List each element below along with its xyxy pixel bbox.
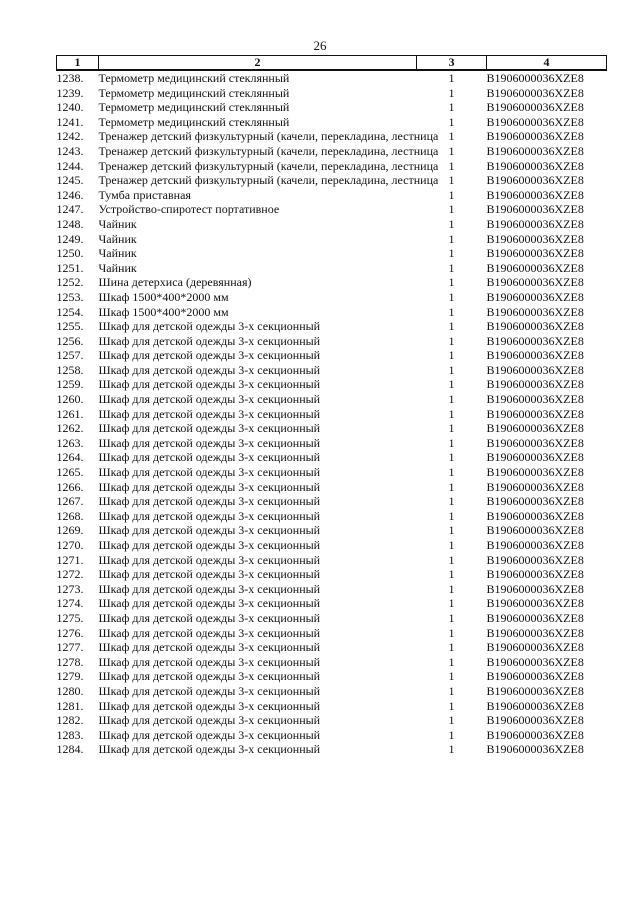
row-item-name: Шкаф для детской одежды 3-х секционный [98, 713, 321, 728]
table-row [57, 246, 607, 261]
table-row [57, 100, 607, 115]
row-item-name: Шкаф для детской одежды 3-х секционный [98, 654, 321, 669]
row-number: 1247. [56, 202, 84, 217]
row-quantity: 1 [448, 567, 455, 582]
table-row [57, 159, 607, 174]
table-row [57, 611, 607, 626]
row-quantity: 1 [448, 100, 455, 115]
row-item-name: Тренажер детский физкультурный (качели, перекладина, лестница [98, 158, 439, 173]
row-inventory-code: В1906000036XZE8 [486, 713, 584, 728]
row-inventory-code: В1906000036XZE8 [486, 654, 584, 669]
row-inventory-code: В1906000036XZE8 [486, 406, 584, 421]
table-row [57, 86, 607, 101]
row-item-name: Термометр медицинский стеклянный [98, 85, 290, 100]
table-row [57, 640, 607, 655]
table-row [57, 290, 607, 305]
table-row [57, 728, 607, 743]
table-row [57, 275, 607, 290]
row-number: 1254. [56, 304, 84, 319]
table-row [57, 421, 607, 436]
row-quantity: 1 [448, 494, 455, 509]
row-number: 1261. [56, 406, 84, 421]
table-body [57, 70, 607, 757]
table-row [57, 494, 607, 509]
row-number: 1282. [56, 713, 84, 728]
row-quantity: 1 [448, 275, 455, 290]
row-number: 1275. [56, 610, 84, 625]
row-item-name: Тренажер детский физкультурный (качели, перекладина, лестница [98, 143, 439, 158]
row-inventory-code: В1906000036XZE8 [486, 158, 584, 173]
row-inventory-code: В1906000036XZE8 [486, 392, 584, 407]
row-quantity: 1 [448, 596, 455, 611]
row-quantity: 1 [448, 465, 455, 480]
row-inventory-code: В1906000036XZE8 [486, 231, 584, 246]
header-row [57, 56, 607, 71]
row-item-name: Шкаф для детской одежды 3-х секционный [98, 625, 321, 640]
row-quantity: 1 [448, 421, 455, 436]
row-item-name: Шкаф для детской одежды 3-х секционный [98, 640, 321, 655]
table-row [57, 217, 607, 232]
row-quantity: 1 [448, 246, 455, 261]
row-number: 1242. [56, 129, 84, 144]
row-number: 1256. [56, 333, 84, 348]
row-quantity: 1 [448, 216, 455, 231]
row-inventory-code: В1906000036XZE8 [486, 683, 584, 698]
row-inventory-code: В1906000036XZE8 [486, 289, 584, 304]
table-row [57, 742, 607, 757]
row-inventory-code: В1906000036XZE8 [486, 669, 584, 684]
table-row [57, 553, 607, 568]
row-quantity: 1 [448, 319, 455, 334]
row-number: 1279. [56, 669, 84, 684]
row-inventory-code: В1906000036XZE8 [486, 100, 584, 115]
row-number: 1272. [56, 567, 84, 582]
row-item-name: Чайник [98, 260, 137, 275]
row-inventory-code: В1906000036XZE8 [486, 260, 584, 275]
row-number: 1251. [56, 260, 84, 275]
row-inventory-code: В1906000036XZE8 [486, 479, 584, 494]
row-number: 1283. [56, 727, 84, 742]
row-number: 1269. [56, 523, 84, 538]
row-number: 1238. [56, 71, 84, 85]
table-row [57, 392, 607, 407]
row-inventory-code: В1906000036XZE8 [486, 275, 584, 290]
row-inventory-code: В1906000036XZE8 [486, 333, 584, 348]
table-row [57, 173, 607, 188]
table-header [57, 56, 607, 71]
row-inventory-code: В1906000036XZE8 [486, 538, 584, 552]
row-quantity: 1 [448, 260, 455, 275]
row-item-name: Шкаф для детской одежды 3-х секционный [98, 610, 321, 625]
table-row [57, 596, 607, 611]
row-number: 1253. [56, 289, 84, 304]
table-row [57, 407, 607, 422]
row-inventory-code: В1906000036XZE8 [486, 494, 584, 509]
table-row [57, 538, 607, 553]
row-number: 1273. [56, 581, 84, 596]
row-quantity: 1 [448, 304, 455, 319]
row-item-name: Шкаф для детской одежды 3-х секционный [98, 567, 321, 582]
row-number: 1250. [56, 246, 84, 261]
row-quantity: 1 [448, 392, 455, 407]
row-quantity: 1 [448, 683, 455, 698]
table-row [57, 202, 607, 217]
row-number: 1252. [56, 275, 84, 290]
row-quantity: 1 [448, 231, 455, 246]
row-item-name: Шкаф для детской одежды 3-х секционный [98, 421, 321, 436]
inventory-table [56, 55, 607, 757]
row-quantity: 1 [448, 158, 455, 173]
row-inventory-code: В1906000036XZE8 [486, 362, 584, 377]
row-quantity: 1 [448, 114, 455, 129]
row-quantity: 1 [448, 581, 455, 596]
header-col-number: 1 [57, 56, 99, 71]
table-row [57, 626, 607, 641]
row-item-name: Термометр медицинский стеклянный [98, 114, 290, 129]
row-inventory-code: В1906000036XZE8 [486, 610, 584, 625]
row-item-name: Шкаф для детской одежды 3-х секционный [98, 319, 321, 334]
row-item-name: Шкаф для детской одежды 3-х секционный [98, 727, 321, 742]
row-quantity: 1 [448, 479, 455, 494]
row-number: 1249. [56, 231, 84, 246]
row-item-name: Шкаф для детской одежды 3-х секционный [98, 377, 321, 392]
table-row [57, 232, 607, 247]
row-number: 1240. [56, 100, 84, 115]
row-item-name: Тренажер детский физкультурный (качели, перекладина, лестница [98, 173, 439, 188]
row-item-name: Шкаф для детской одежды 3-х секционный [98, 683, 321, 698]
header-col-name: 2 [99, 56, 417, 71]
row-number: 1267. [56, 494, 84, 509]
table-row [57, 480, 607, 495]
row-number: 1255. [56, 319, 84, 334]
table-row [57, 377, 607, 392]
row-item-name: Термометр медицинский стеклянный [98, 100, 290, 115]
row-inventory-code: В1906000036XZE8 [486, 85, 584, 100]
row-number: 1266. [56, 479, 84, 494]
row-number: 1246. [56, 187, 84, 202]
row-inventory-code: В1906000036XZE8 [486, 71, 584, 85]
row-number: 1276. [56, 625, 84, 640]
table-row [57, 188, 607, 203]
row-item-name: Термометр медицинский стеклянный [98, 71, 290, 85]
table-row [57, 144, 607, 159]
row-inventory-code: В1906000036XZE8 [486, 742, 584, 757]
row-item-name: Шкаф для детской одежды 3-х секционный [98, 523, 321, 538]
row-number: 1280. [56, 683, 84, 698]
row-item-name: Шкаф для детской одежды 3-х секционный [98, 392, 321, 407]
row-number: 1260. [56, 392, 84, 407]
row-inventory-code: В1906000036XZE8 [486, 465, 584, 480]
row-item-name: Шкаф для детской одежды 3-х секционный [98, 435, 321, 450]
row-item-name: Шкаф для детской одежды 3-х секционный [98, 333, 321, 348]
row-number: 1277. [56, 640, 84, 655]
header-col-code: 4 [487, 56, 607, 71]
row-number: 1270. [56, 538, 84, 552]
row-quantity: 1 [448, 552, 455, 567]
table-row [57, 684, 607, 699]
row-quantity: 1 [448, 698, 455, 713]
row-quantity: 1 [448, 187, 455, 202]
page-number: 26 [313, 38, 327, 53]
row-inventory-code: В1906000036XZE8 [486, 552, 584, 567]
table-row [57, 450, 607, 465]
row-inventory-code: В1906000036XZE8 [486, 698, 584, 713]
row-number: 1281. [56, 698, 84, 713]
row-item-name: Устройство-спиротест портативное [98, 202, 280, 217]
row-item-name: Шкаф для детской одежды 3-х секционный [98, 596, 321, 611]
row-number: 1245. [56, 173, 84, 188]
table-row [57, 465, 607, 480]
table-row [57, 348, 607, 363]
row-item-name: Шкаф для детской одежды 3-х секционный [98, 552, 321, 567]
row-number: 1257. [56, 348, 84, 363]
row-quantity: 1 [448, 406, 455, 421]
row-inventory-code: В1906000036XZE8 [486, 567, 584, 582]
row-number: 1239. [56, 85, 84, 100]
table-row [57, 305, 607, 320]
row-number: 1259. [56, 377, 84, 392]
row-number: 1264. [56, 450, 84, 465]
row-quantity: 1 [448, 523, 455, 538]
table-row [57, 115, 607, 130]
row-item-name: Тренажер детский физкультурный (качели, перекладина, лестница [98, 129, 439, 144]
row-quantity: 1 [448, 654, 455, 669]
row-quantity: 1 [448, 640, 455, 655]
row-quantity: 1 [448, 377, 455, 392]
table-row [57, 582, 607, 597]
row-inventory-code: В1906000036XZE8 [486, 129, 584, 144]
table-row [57, 334, 607, 349]
row-quantity: 1 [448, 450, 455, 465]
row-quantity: 1 [448, 508, 455, 523]
table-row [57, 261, 607, 276]
row-number: 1241. [56, 114, 84, 129]
row-inventory-code: В1906000036XZE8 [486, 202, 584, 217]
row-item-name: Шкаф для детской одежды 3-х секционный [98, 538, 321, 552]
row-inventory-code: В1906000036XZE8 [486, 421, 584, 436]
row-inventory-code: В1906000036XZE8 [486, 216, 584, 231]
row-number: 1278. [56, 654, 84, 669]
row-quantity: 1 [448, 71, 455, 85]
row-inventory-code: В1906000036XZE8 [486, 173, 584, 188]
row-inventory-code: В1906000036XZE8 [486, 435, 584, 450]
row-item-name: Шкаф для детской одежды 3-х секционный [98, 479, 321, 494]
row-item-name: Чайник [98, 246, 137, 261]
row-inventory-code: В1906000036XZE8 [486, 640, 584, 655]
row-item-name: Чайник [98, 231, 137, 246]
row-number: 1265. [56, 465, 84, 480]
row-number: 1274. [56, 596, 84, 611]
table-row [57, 655, 607, 670]
row-number: 1248. [56, 216, 84, 231]
row-quantity: 1 [448, 348, 455, 363]
row-quantity: 1 [448, 143, 455, 158]
row-quantity: 1 [448, 202, 455, 217]
row-quantity: 1 [448, 742, 455, 757]
table-row [57, 509, 607, 524]
row-item-name: Шкаф для детской одежды 3-х секционный [98, 362, 321, 377]
row-inventory-code: В1906000036XZE8 [486, 377, 584, 392]
row-item-name: Шкаф 1500*400*2000 мм [98, 304, 229, 319]
row-quantity: 1 [448, 333, 455, 348]
table-row [57, 713, 607, 728]
row-inventory-code: В1906000036XZE8 [486, 143, 584, 158]
row-quantity: 1 [448, 85, 455, 100]
row-item-name: Шкаф для детской одежды 3-х секционный [98, 669, 321, 684]
row-inventory-code: В1906000036XZE8 [486, 246, 584, 261]
row-number: 1263. [56, 435, 84, 450]
row-item-name: Шкаф 1500*400*2000 мм [98, 289, 229, 304]
row-quantity: 1 [448, 625, 455, 640]
row-inventory-code: В1906000036XZE8 [486, 319, 584, 334]
row-quantity: 1 [448, 289, 455, 304]
table-row [57, 699, 607, 714]
row-quantity: 1 [448, 173, 455, 188]
row-inventory-code: В1906000036XZE8 [486, 581, 584, 596]
table-row [57, 70, 607, 86]
row-inventory-code: В1906000036XZE8 [486, 304, 584, 319]
row-number: 1244. [56, 158, 84, 173]
table-row [57, 669, 607, 684]
row-number: 1243. [56, 143, 84, 158]
row-item-name: Шкаф для детской одежды 3-х секционный [98, 348, 321, 363]
header-col-quantity: 3 [417, 56, 487, 71]
row-number: 1271. [56, 552, 84, 567]
row-quantity: 1 [448, 538, 455, 552]
row-inventory-code: В1906000036XZE8 [486, 523, 584, 538]
table-row [57, 567, 607, 582]
table-row [57, 129, 607, 144]
row-quantity: 1 [448, 713, 455, 728]
row-item-name: Шина детерхиса (деревянная) [98, 275, 252, 290]
row-inventory-code: В1906000036XZE8 [486, 450, 584, 465]
row-inventory-code: В1906000036XZE8 [486, 727, 584, 742]
row-quantity: 1 [448, 362, 455, 377]
row-inventory-code: В1906000036XZE8 [486, 114, 584, 129]
table-row [57, 436, 607, 451]
row-number: 1258. [56, 362, 84, 377]
row-item-name: Шкаф для детской одежды 3-х секционный [98, 508, 321, 523]
row-number: 1268. [56, 508, 84, 523]
row-quantity: 1 [448, 129, 455, 144]
row-item-name: Шкаф для детской одежды 3-х секционный [98, 406, 321, 421]
row-item-name: Шкаф для детской одежды 3-х секционный [98, 465, 321, 480]
row-inventory-code: В1906000036XZE8 [486, 596, 584, 611]
row-quantity: 1 [448, 435, 455, 450]
row-item-name: Чайник [98, 216, 137, 231]
table-row [57, 319, 607, 334]
table-row [57, 523, 607, 538]
row-inventory-code: В1906000036XZE8 [486, 348, 584, 363]
row-item-name: Шкаф для детской одежды 3-х секционный [98, 450, 321, 465]
row-item-name: Тумба приставная [98, 187, 191, 202]
row-item-name: Шкаф для детской одежды 3-х секционный [98, 581, 321, 596]
row-item-name: Шкаф для детской одежды 3-х секционный [98, 494, 321, 509]
row-number: 1262. [56, 421, 84, 436]
row-quantity: 1 [448, 727, 455, 742]
row-number: 1284. [56, 742, 84, 757]
row-item-name: Шкаф для детской одежды 3-х секционный [98, 698, 321, 713]
row-quantity: 1 [448, 610, 455, 625]
row-item-name: Шкаф для детской одежды 3-х секционный [98, 742, 321, 757]
row-inventory-code: В1906000036XZE8 [486, 187, 584, 202]
table-row [57, 363, 607, 378]
row-inventory-code: В1906000036XZE8 [486, 625, 584, 640]
row-quantity: 1 [448, 669, 455, 684]
row-inventory-code: В1906000036XZE8 [486, 508, 584, 523]
